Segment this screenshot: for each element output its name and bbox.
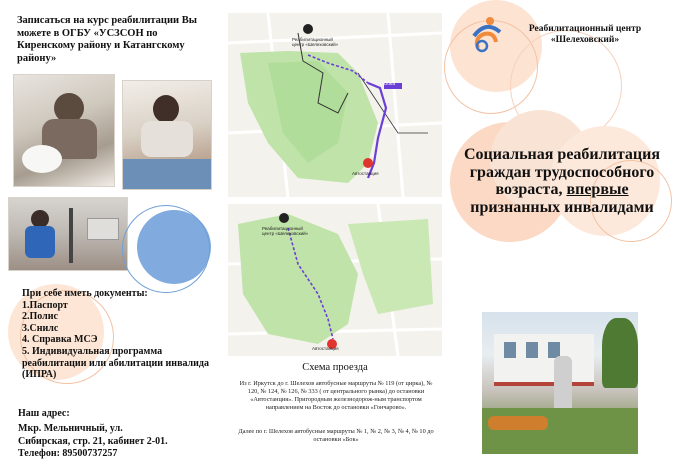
org-name: Реабилитационный центр «Шелеховский» — [528, 24, 642, 45]
middle-panel — [226, 0, 448, 475]
title-underlined: впервые — [566, 181, 629, 198]
map1-label-station: Автостанция — [352, 171, 379, 176]
map1-label-stop: Бока — [384, 81, 396, 87]
address-line: Сибирская, стр. 21, кабинет 2-01. — [18, 435, 168, 447]
enroll-text: Записаться на курс реабилитации Вы можете в ОГБУ «УСЗСОН по Киренскому району и Катангскому району» — [17, 15, 197, 64]
route-map-1 — [228, 13, 442, 197]
deco-circle-blue-outline — [122, 205, 210, 293]
documents-block — [22, 288, 212, 381]
address-title: Наш адрес: — [18, 408, 70, 419]
building-photo — [482, 312, 638, 454]
left-panel — [0, 0, 222, 475]
rehab-photo-3 — [8, 197, 128, 271]
address-line: Мкр. Мельничный, ул. — [18, 423, 123, 435]
phone-line: Телефон: 89500737257 — [18, 448, 118, 460]
document-item: 4. Справка МСЭ — [22, 334, 98, 346]
scheme-title: Схема проезда — [302, 362, 368, 373]
map2-label-station: Автостанция — [312, 346, 339, 351]
title-part-2: признанных инвалидами — [470, 198, 654, 216]
map1-label-center: Реабилитационный центр «Шелеховский» — [292, 37, 339, 47]
rehab-photo-1 — [13, 74, 115, 187]
scheme-text-1: Из г. Иркутск до г. Шелехов автобусные маршруты № 119 (от цирка), № 120, № 124, № 126, № 333 ( от центрального рынка) до остановки «Автостанция». Пригородным железнодорож-ным транспортом направлением на Восток до остановки «Гончарово». — [239, 380, 433, 411]
brochure-title — [452, 146, 672, 216]
document-item: 5. Индивидуальная программа реабилитации или абилитации инвалида (ИПРА) — [22, 345, 209, 381]
documents-title: При себе иметь документы: — [22, 288, 148, 299]
map2-label-center: Реабилитационный центр «Шелеховский» — [262, 226, 309, 236]
scheme-text-2: Далее по г. Шелехов автобусные маршруты № 1, № 2, № 3, № 4, № 10 до остановки «Бок» — [238, 428, 434, 443]
right-panel — [450, 0, 673, 475]
rehab-photo-2 — [122, 80, 212, 190]
route-map-2 — [228, 204, 442, 356]
document-item: 2.Полис — [22, 311, 58, 323]
org-logo — [468, 14, 508, 54]
title-part-1: Социальная реабилитация граждан трудоспособного возраста, — [463, 146, 660, 198]
address-block — [18, 408, 218, 461]
document-item: 1.Паспорт — [22, 299, 68, 311]
document-item: 3.Снилс — [22, 322, 59, 334]
